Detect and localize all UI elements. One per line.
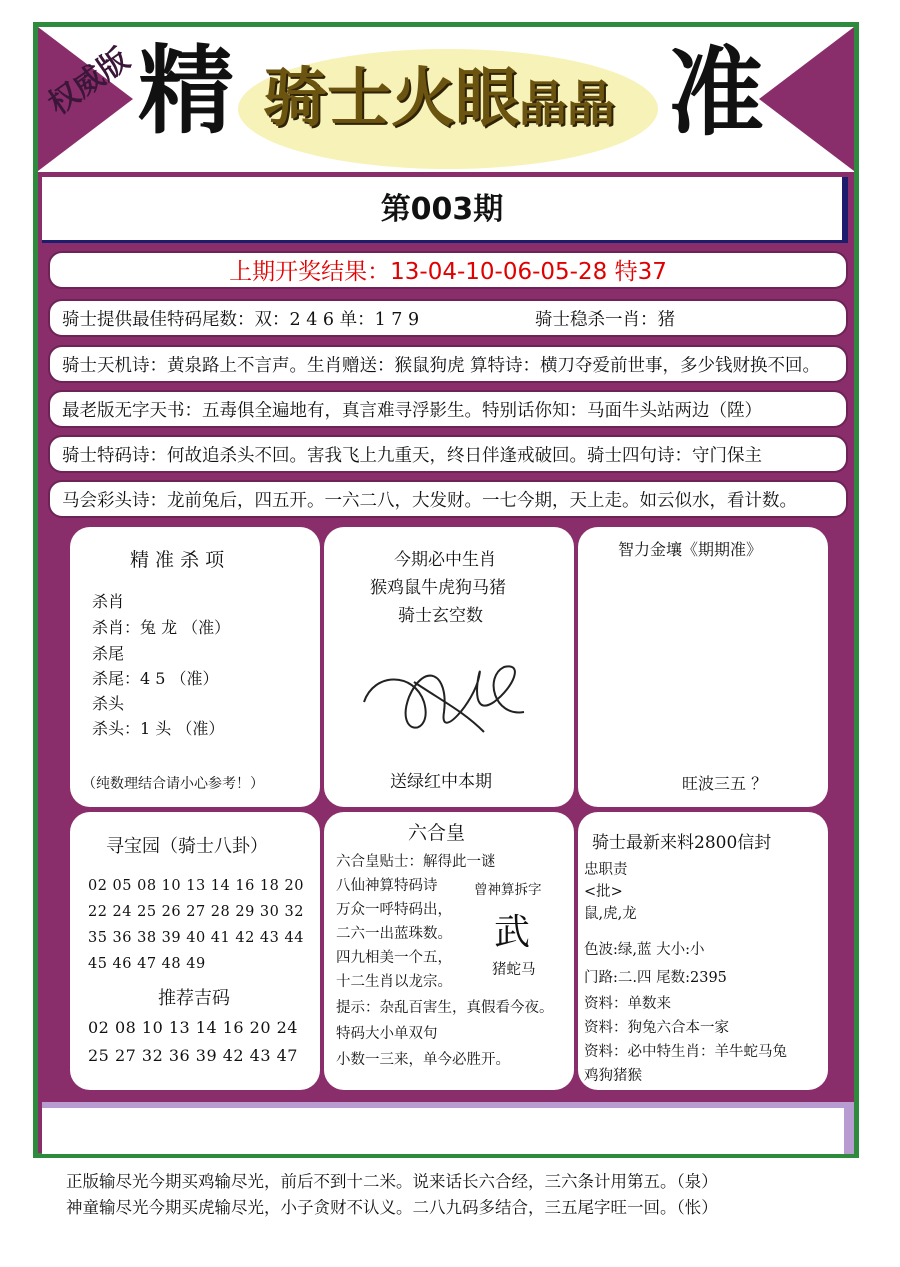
liuhe-line: 八仙神算特码诗: [336, 878, 438, 894]
wisdom-title: 智力金壤《期期准》: [618, 540, 763, 559]
main-title-text: 骑士火眼: [263, 61, 519, 136]
treasure-row: 02 05 08 10 13 14 16 18 20: [88, 878, 304, 894]
page-frame: [33, 22, 859, 1158]
info-line-1: [48, 299, 848, 337]
signature-scribble: [354, 642, 544, 752]
kill-row: 杀尾：4 5 （准）: [92, 669, 219, 688]
liuhe-line: 四九相美一个五，: [336, 950, 452, 966]
latest-line: 资料：单数来: [584, 996, 671, 1012]
bottom-band: [42, 1102, 854, 1154]
treasure-row: 22 24 25 26 27 28 29 30 32: [88, 904, 304, 920]
liuhe-line: 提示：杂乱百害生，真假看今夜。: [336, 1000, 554, 1016]
treasure-row: 35 36 38 39 40 41 42 43 44: [88, 930, 304, 946]
latest-line: 色波:绿,蓝 大小:小: [584, 942, 705, 958]
liuhe-side-animals: 猪蛇马: [492, 962, 536, 978]
kill-zodiac: 骑士稳杀一肖：猪: [535, 310, 675, 330]
latest-line: 资料：狗兔六合本一家: [584, 1020, 729, 1036]
latest-line: 资料：必中特生肖：羊牛蛇马兔: [584, 1044, 787, 1060]
latest-line: 门路:二.四 尾数:2395: [584, 970, 727, 986]
recommend-title: 推荐吉码: [158, 988, 230, 1009]
liuhe-line: 小数一三来，单今必胜开。: [336, 1052, 510, 1068]
title-char-right: 准: [668, 36, 764, 149]
treasure-box: [70, 812, 320, 1090]
wisdom-box: [578, 527, 828, 807]
info-line-4: 骑士特码诗：何故追杀头不回。害我飞上九重天，终日伴逢戒破回。骑士四句诗：守门保主: [48, 435, 848, 473]
latest-line: <批>: [584, 884, 623, 900]
wisdom-footer: 旺波三五 ？: [682, 774, 768, 793]
footer-line-2: 神童输尽光今期买虎输尽光，小子贪财不认义。二八九码多结合，三五尾字旺一回。（怅）: [66, 1198, 718, 1217]
treasure-row: 45 46 47 48 49: [88, 956, 206, 972]
kill-row: 杀肖: [92, 592, 125, 611]
kill-row: 杀肖：兔 龙 （准）: [92, 618, 231, 637]
info-line-5: 马会彩头诗：龙前兔后，四五开。一六二八，大发财。一七今期，天上走。如云似水，看计数。: [48, 480, 848, 518]
right-triangle-decoration: [759, 27, 854, 171]
edition-label: 权威版: [42, 41, 136, 123]
main-title-small: 晶晶: [519, 76, 616, 132]
info-line-3: 最老版无字天书：五毒俱全遍地有，真言难寻浮影生。特别话你知：马面牛头站两边（陞）: [48, 390, 848, 428]
footer-line-1: 正版输尽光今期买鸡输尽光，前后不到十二米。说来话长六合经，三六条计用第五。（泉）: [66, 1172, 718, 1191]
kill-row: 杀头: [92, 694, 125, 713]
latest-line: 鸡狗猪猴: [584, 1068, 642, 1084]
liuhe-line: 特码大小单双句: [336, 1026, 438, 1042]
zodiac-footer: 送绿红中本期: [390, 772, 492, 792]
main-title: [263, 61, 616, 136]
recommend-row: 02 08 10 13 14 16 20 24: [88, 1018, 298, 1037]
zodiac-box: [324, 527, 574, 807]
liuhe-box: [324, 812, 574, 1090]
liuhe-line: 六合皇贴士：解得此一谜: [336, 854, 496, 870]
kill-items-box: [70, 527, 320, 807]
kill-row: 杀头：1 头 （准）: [92, 719, 225, 738]
liuhe-line: 二六一出蓝珠数。: [336, 926, 452, 942]
best-tail-numbers: 骑士提供最佳特码尾数：双：2 4 6 单：1 7 9: [62, 310, 420, 330]
issue-number: 第003期: [42, 177, 848, 243]
liuhe-side-label: 曾神算拆字: [474, 882, 542, 898]
treasure-title: 寻宝园（骑士八卦）: [106, 836, 268, 857]
kill-box-note: （纯数理结合请小心参考！）: [82, 776, 264, 792]
header-banner: [38, 27, 854, 172]
latest-box: [578, 812, 828, 1090]
liuhe-side-char: 武: [494, 912, 531, 953]
latest-title: 骑士最新来料2800信封: [592, 833, 772, 853]
zodiac-line: 今期必中生肖: [394, 550, 496, 570]
previous-result: 上期开奖结果：13-04-10-06-05-28 特37: [48, 251, 848, 289]
zodiac-line: 骑士玄空数: [398, 606, 483, 626]
liuhe-line: 万众一呼特码出，: [336, 902, 452, 918]
latest-line: 鼠,虎,龙: [584, 906, 637, 922]
info-line-2: 骑士天机诗：黄泉路上不言声。生肖赠送：猴鼠狗虎 算特诗：横刀夺爱前世事，多少钱财换不回。: [48, 345, 848, 383]
liuhe-line: 十二生肖以龙宗。: [336, 974, 452, 990]
zodiac-animals: 猴鸡鼠牛虎狗马猪: [370, 578, 506, 598]
recommend-row: 25 27 32 36 39 42 43 47: [88, 1046, 298, 1065]
liuhe-title: 六合皇: [408, 822, 466, 844]
kill-row: 杀尾: [92, 644, 125, 663]
latest-line: 忠职责: [584, 862, 628, 878]
title-char-left: 精: [138, 34, 234, 147]
kill-box-title: 精 准 杀 项: [130, 549, 225, 571]
